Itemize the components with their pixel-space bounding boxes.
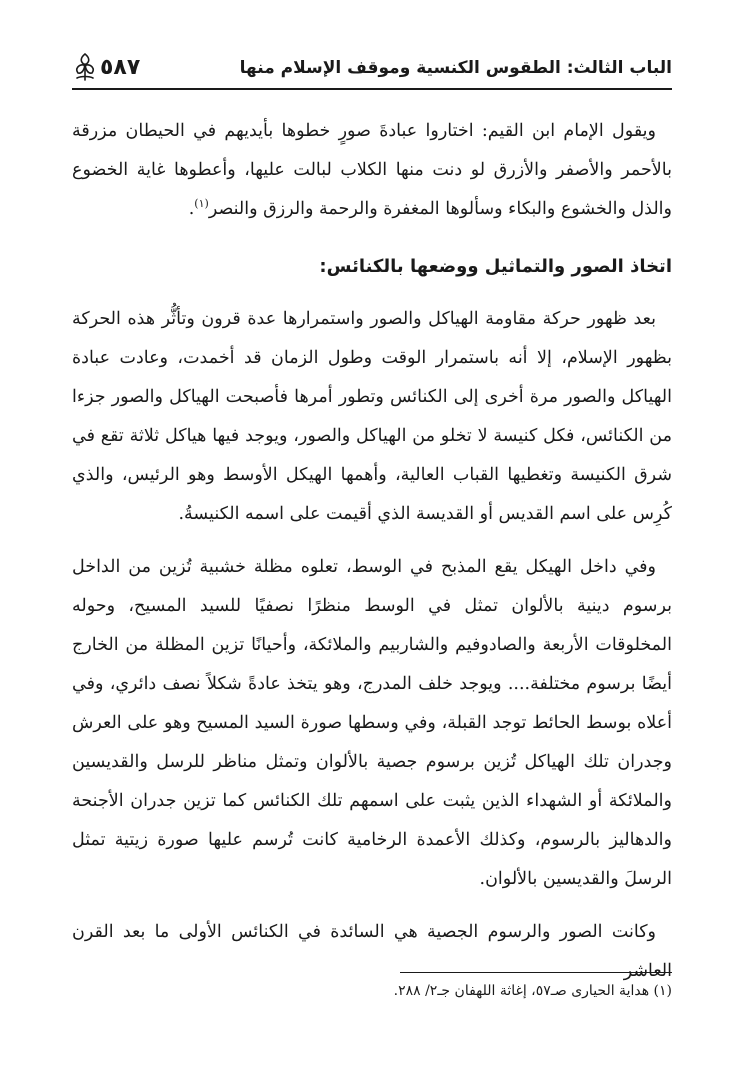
floral-ornament-icon	[72, 52, 98, 82]
paragraph-ibn-qayyim	[72, 112, 672, 229]
paragraph-end-mark: .	[188, 199, 195, 219]
section-heading: اتخاذ الصور والتماثيل ووضعها بالكنائس:	[319, 256, 672, 277]
running-header	[72, 52, 672, 86]
footnote-reference: (١)	[194, 197, 209, 211]
page-number: ٥٨٧	[100, 54, 141, 80]
spacer	[72, 899, 672, 913]
header-divider	[72, 88, 672, 90]
page-body	[72, 112, 672, 991]
spacer	[72, 286, 672, 300]
paragraph-altar-description: وفي داخل الهيكل يقع المذبح في الوسط، تعلوه مظلة خشبية تُزين من الداخل برسوم دينية بالألوان تمثل في الوسط منظرًا نصفيًا للسيد المسيح، وحوله المخلوقات الأربعة والصادوفيم والشاربيم والملائكة، وأحيانًا تزين المظلة من الخارج أيضًا برسوم مختلفة.... ويوجد خلف المدرج، وهو يتخذ عادةً شكلاً نصف دائري، وفي أعلاه بوسط الحائط توجد القبلة، وفي وسطها صورة السيد المسيح وهو على العرش وجدران تلك الهياكل تُزين برسوم جصية بالألوان وتمثل مناظر للرسل والقديسين والملائكة أو الشهداء الذين يثبت على اسمهم تلك الكنائس كما تزين جدران الأجنحة والدهاليز بالرسوم، وكذلك الأعمدة الرخامية كانت تُرسم عليها صورة زيتية تمثل الرسلَ والقديسين بالألوان.	[72, 557, 672, 889]
paragraph-icons-return: بعد ظهور حركة مقاومة الهياكل والصور واستمرارها عدة قرون وتأثُّر هذه الحركة بظهور الإسلام، إلا أنه باستمرار الوقت وطول الزمان قد أخمدت، وعادت عبادة الهياكل والصور مرة أخرى إلى الكنائس وتطور أمرها فأصبحت الهياكل والصور جزءا من الكنائس، فكل كنيسة لا تخلو من الهياكل والصور، ويوجد فيها هياكل ثلاثة تقع في شرق الكنيسة وتغطيها القباب العالية، وأهمها الهيكل الأوسط وهو الرئيس، والذي كُرِس على اسم القديس أو القديسة الذي أقيمت على اسمه الكنيسةُ.	[72, 309, 672, 524]
spacer	[72, 534, 672, 548]
spacer	[72, 229, 672, 247]
footnote-divider	[400, 972, 672, 973]
paragraph-text: ويقول الإمام ابن القيم: اختاروا عبادةَ صورٍ خطوها بأيديهم في الحيطان مزرقة بالأحمر والأصفر والأزرق لو دنت منها الكلاب لبالت عليها، وأعطوها غاية الخضوع والذل والخشوع والبكاء وسألوها المغفرة والرحمة والرزق والنصر	[72, 121, 672, 219]
paragraph-fresco-continuation: وكانت الصور والرسوم الجصية هي السائدة في الكنائس الأولى ما بعد القرن العاشر	[72, 922, 672, 981]
footnote: (١) هداية الحيارى صـ٥٧، إغاثة اللهفان جـ٢/ ٢٨٨.	[393, 983, 672, 999]
chapter-title: الباب الثالث: الطقوس الكنسية وموقف الإسلام منها	[239, 58, 672, 78]
page-number-block	[72, 52, 140, 82]
